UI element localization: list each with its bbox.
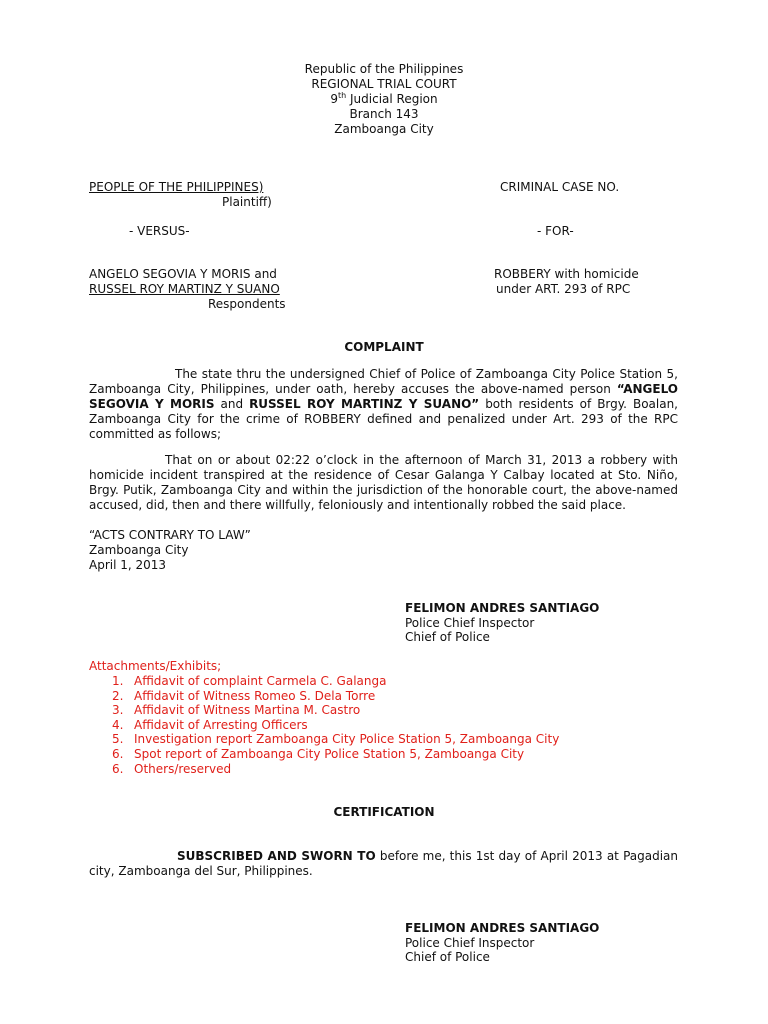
respondent-1: ANGELO SEGOVIA Y MORIS and [89,267,277,281]
list-item [112,674,559,689]
court-header [0,62,768,137]
list-item-text: Others/reserved [134,761,232,776]
complaint-date: April 1, 2013 [89,558,167,572]
complaint-p1-rest: both residents of Brgy. Boalan, Zamboanga City for the crime of ROBBERY defined and penalized under Art. 293 of the RPC committed as follows; [89,397,678,441]
list-item-number: 6. [112,746,124,761]
header-city: Zamboanga City [334,122,434,136]
for-label: - FOR- [537,224,574,238]
header-region-text: Judicial Region [346,92,438,106]
complaint-paragraph-1 [89,367,678,442]
signatory-2-name: FELIMON ANDRES SANTIAGO [405,921,600,935]
list-item-number: 3. [112,703,124,718]
signatory-2-rank: Police Chief Inspector [405,936,535,950]
list-item-text: Spot report of Zamboanga City Police Station 5, Zamboanga City [134,746,525,761]
complaint-paragraph-2: That on or about 02:22 o’clock in the afternoon of March 31, 2013 a robbery with homicide incident transpired at the residence of Cesar Galanga Y Calbay located at Sto. Niño, Brgy. Putik, Zamboanga City and within the jurisdiction of the honorable court, the above-named accused, did, then and there willfully, feloniously and intentionally robbed the said place. [89,453,678,512]
list-item-text: Affidavit of Witness Romeo S. Dela Torre [134,688,376,703]
certification-paragraph [89,849,678,879]
accused-name-2: RUSSEL ROY MARTINZ Y SUANO” [249,397,480,411]
list-item-text: Affidavit of complaint Carmela C. Galanga [134,674,387,688]
signatory-2-position: Chief of Police [405,950,490,964]
header-region-number: 9 [330,92,338,106]
list-item-number: 5. [112,732,124,747]
list-item [112,747,559,762]
respondent-2: RUSSEL ROY MARTINZ Y SUANO [89,282,280,296]
list-item-number: 1. [112,674,124,688]
signatory-1-name: FELIMON ANDRES SANTIAGO [405,601,600,615]
complaint-place: Zamboanga City [89,543,189,557]
header-republic: Republic of the Philippines [304,62,464,76]
plaintiff-name: PEOPLE OF THE PHILIPPINES) [89,180,264,194]
contrary-to-law: “ACTS CONTRARY TO LAW” [89,528,251,542]
attachments-title: Attachments/Exhibits; [89,659,222,673]
offense-line-1: ROBBERY with homicide [494,267,639,281]
plaintiff-role: Plaintiff) [222,195,272,209]
signatory-1-position: Chief of Police [405,630,490,644]
list-item [112,732,559,747]
list-item [112,762,559,777]
list-item [112,703,559,718]
list-item-text: Affidavit of Arresting Officers [134,717,308,732]
list-item-text: Affidavit of Witness Martina M. Castro [134,703,361,718]
list-item-number: 4. [112,717,124,732]
complaint-p1-and: and [214,397,250,411]
offense-line-2: under ART. 293 of RPC [496,282,631,296]
signatory-1-rank: Police Chief Inspector [405,616,535,630]
complaint-p1-intro: The state thru the undersigned Chief of Police of Zamboanga City Police Station 5, Zamboanga City, Philippines, under oath, hereby accuses the above-named person [89,367,678,396]
header-branch: Branch 143 [349,107,419,121]
header-court: REGIONAL TRIAL COURT [311,77,457,91]
versus-label: - VERSUS- [129,224,190,238]
list-item-number: 6. [112,761,124,776]
complaint-title: COMPLAINT [344,340,424,354]
respondent-role: Respondents [208,297,286,311]
accused-name-1: “ANGELO SEGOVIA Y MORIS [89,382,678,411]
criminal-case-label: CRIMINAL CASE NO. [500,180,620,194]
list-item-number: 2. [112,688,124,703]
header-region-suffix: th [337,91,347,100]
header-region [0,92,768,107]
certification-title: CERTIFICATION [333,805,435,819]
certification-text: before me, this 1st day of April 2013 at Pagadian city, Zamboanga del Sur, Philippines. [89,849,678,878]
list-item-text: Investigation report Zamboanga City Police Station 5, Zamboanga City [134,732,560,747]
sworn-statement: SUBSCRIBED AND SWORN TO [177,849,376,863]
list-item [112,689,559,704]
attachments-list [112,674,559,776]
list-item [112,718,559,733]
